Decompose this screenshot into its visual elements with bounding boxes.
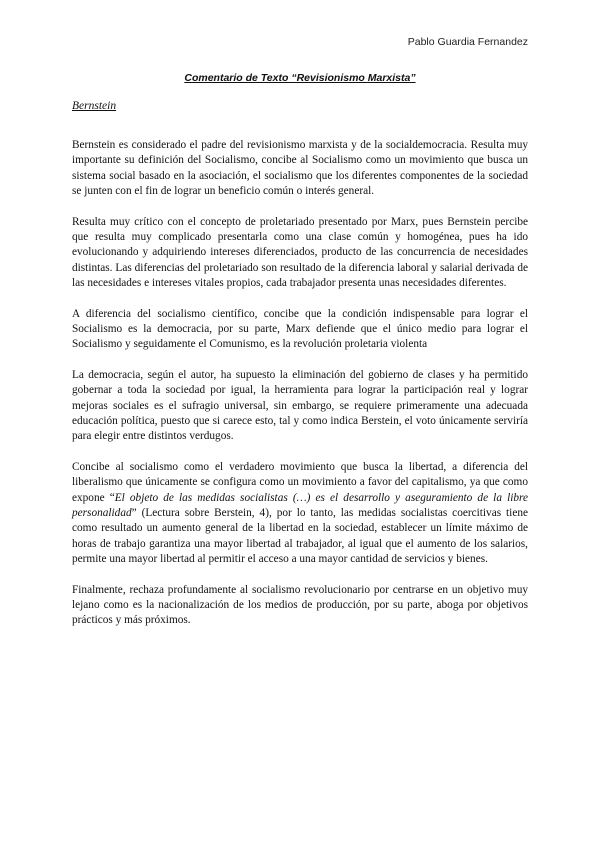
author-name: Pablo Guardia Fernandez xyxy=(407,36,528,48)
paragraph-5-quote: El objeto de las medidas socialistas (…) es el desarrollo y aseguramiento de la libre personalidad xyxy=(72,491,528,519)
paragraph-5 xyxy=(72,460,528,567)
document-title: Comentario de Texto “Revisionismo Marxista” xyxy=(184,72,416,84)
paragraph-1: Bernstein es considerado el padre del revisionismo marxista y de la socialdemocracia. Resulta muy importante su definición del Socialismo, concibe al Socialismo como un movimiento que busca un sistema social basado en la asociación, el socialismo que los diferentes componentes de la sociedad se junten con el fin de lograr un beneficio común o interés general. xyxy=(72,139,528,197)
paragraph-6: Finalmente, rechaza profundamente al socialismo revolucionario por centrarse en un objetivo muy lejano como es la nacionalización de los medios de producción, por su parte, aboga por objetivos prácticos y más próximos. xyxy=(72,583,528,627)
paragraph-5-intro: Concibe al socialismo como el verdadero movimiento que busca la libertad, a diferencia del liberalismo que únicamente se configura como un movimiento a favor del capitalismo, ya que como expone “ xyxy=(72,461,528,504)
paragraph-3: A diferencia del socialismo científico, concibe que la condición indispensable para lograr el Socialismo es la democracia, por su parte, Marx defiende que el único medio para lograr el Socialismo y seguidamente el Comunismo, es la revolución proletaria violenta xyxy=(72,307,528,351)
paragraph-2: Resulta muy crítico con el concepto de proletariado presentado por Marx, pues Bernstein percibe que resulta muy complicado presentarla como una clase común y homogénea, pues ha ido evolucionando y adquiriendo intereses diferenciados, producto de las concurrencia de necesidades distintas. Las diferencias del proletariado son resultado de la diferencia laboral y salarial derivada de las necesidades e intereses vitales propios, cada trabajador presenta unas necesidades diferentes. xyxy=(72,215,528,289)
paragraph-5-rest: ” (Lectura sobre Berstein, 4), por lo tanto, las medidas socialistas coercitivas tiene como resultado un aumento general de la libertad en la sociedad, establecer un límite máximo de horas de trabajo garantiza una mayor libertad al trabajador, al igual que el aumento de los salarios, permite una mayor libertad al permitir el acceso a una mayor cantidad de servicios y bienes. xyxy=(72,506,528,565)
document-body xyxy=(72,138,528,644)
section-heading: Bernstein xyxy=(72,100,117,112)
paragraph-4: La democracia, según el autor, ha supuesto la eliminación del gobierno de clases y ha permitido gobernar a toda la sociedad por igual, la herramienta para lograr la participación real y lograr mejoras sociales es el sufragio universal, sin embargo, se requiere primeramente una adecuada educación política, puesto que si carece esto, tal y como indica Berstein, el voto únicamente serviría para elegir entre distintos verdugos. xyxy=(72,369,528,443)
